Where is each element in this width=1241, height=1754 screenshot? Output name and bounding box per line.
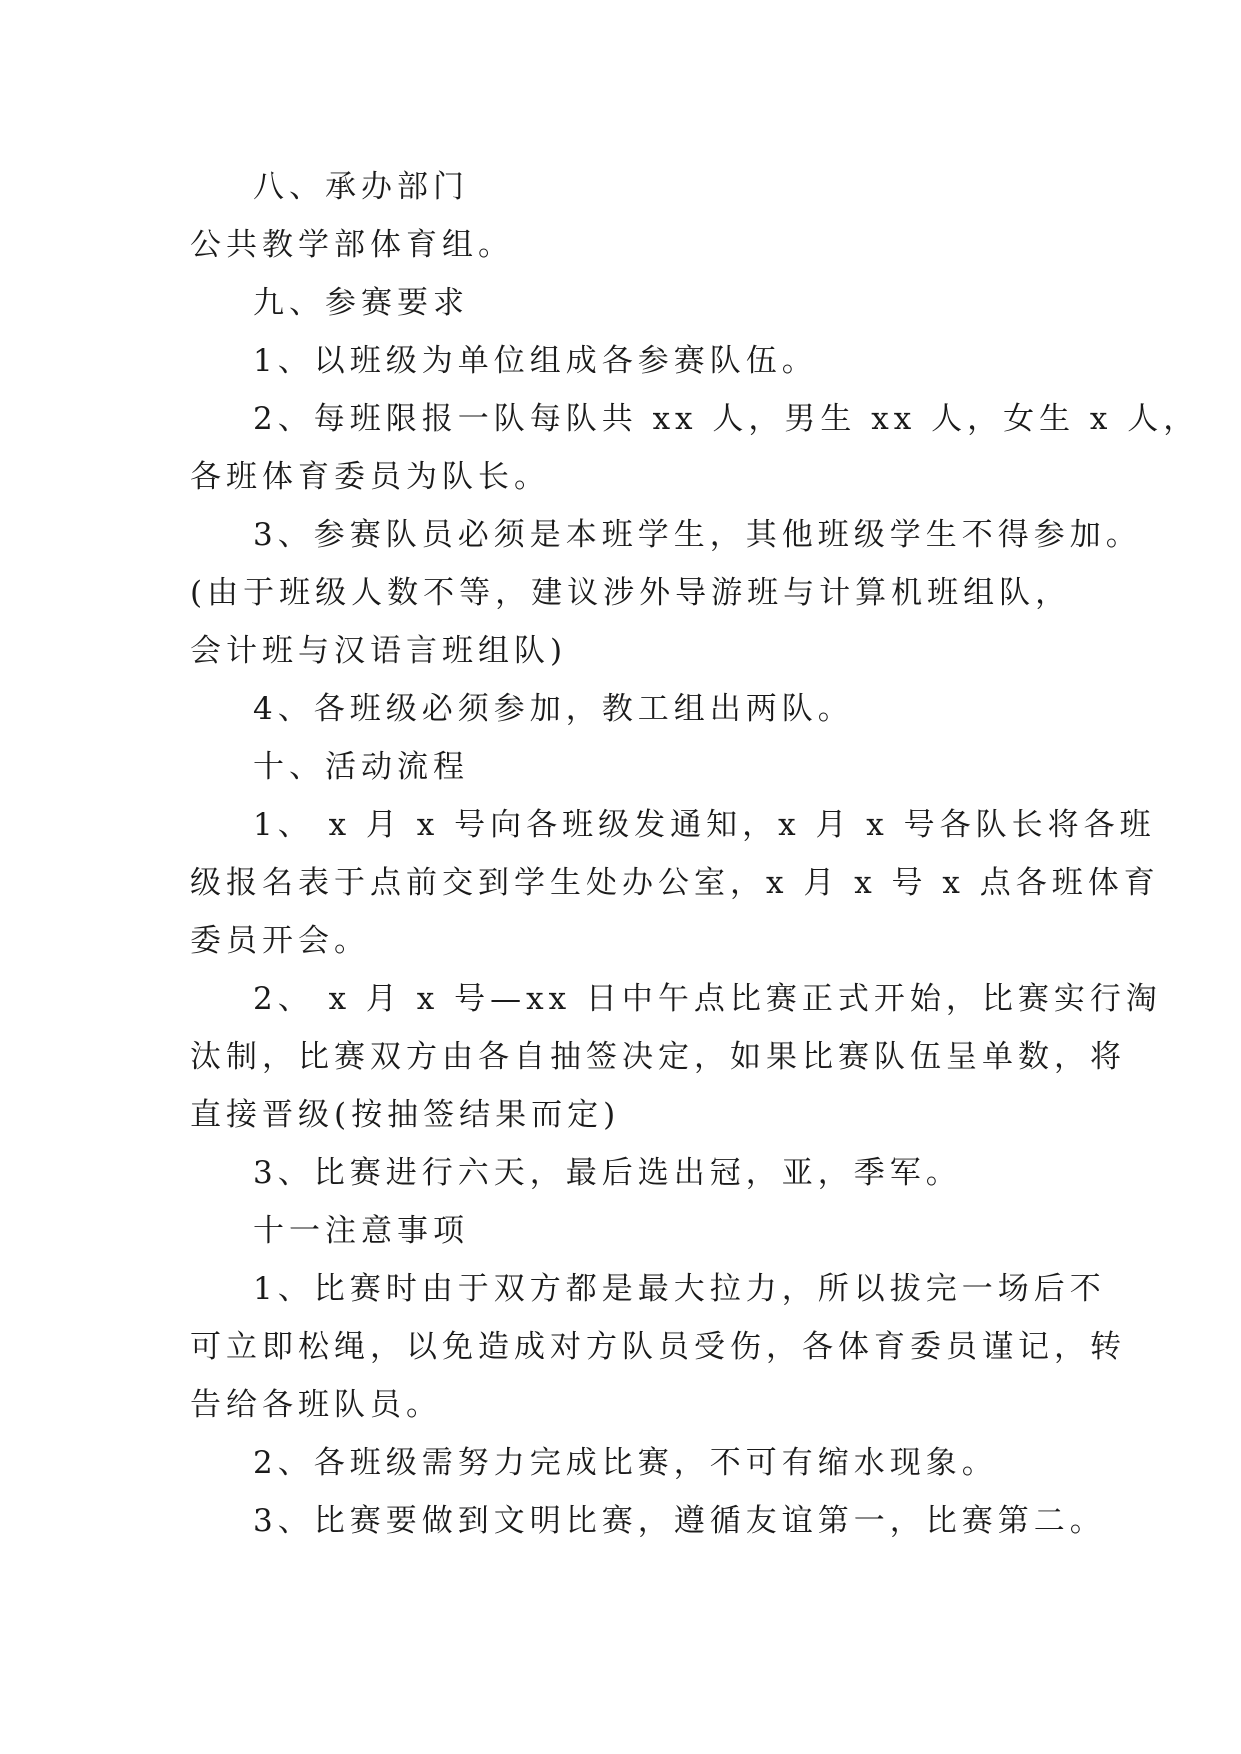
paragraph-line: 直接晋级(按抽签结果而定) — [190, 1097, 621, 1133]
section-heading: 十、活动流程 — [253, 749, 469, 785]
paragraph-line: 1、以班级为单位组成各参赛队伍。 — [253, 343, 818, 379]
paragraph-line: 会计班与汉语言班组队) — [190, 633, 568, 669]
paragraph-line: 4、各班级必须参加，教工组出两队。 — [253, 691, 854, 727]
paragraph-line: 可立即松绳，以免造成对方队员受伤，各体育委员谨记，转 — [190, 1329, 1126, 1365]
paragraph-line: 3、参赛队员必须是本班学生，其他班级学生不得参加。 — [253, 517, 1142, 553]
paragraph-line: 委员开会。 — [190, 923, 370, 959]
paragraph-line: 汰制，比赛双方由各自抽签决定，如果比赛队伍呈单数，将 — [190, 1039, 1126, 1075]
paragraph-line: 公共教学部体育组。 — [190, 227, 514, 263]
paragraph-line: 3、比赛要做到文明比赛，遵循友谊第一，比赛第二。 — [253, 1503, 1106, 1539]
paragraph-line: 2、每班限报一队每队共 xx 人，男生 xx 人，女生 x 人， — [253, 401, 1200, 437]
paragraph-line: 1、 x 月 x 号向各班级发通知，x 月 x 号各队长将各班 — [253, 807, 1156, 843]
paragraph-line: 2、各班级需努力完成比赛，不可有缩水现象。 — [253, 1445, 998, 1481]
section-heading: 八、承办部门 — [253, 169, 469, 205]
paragraph-line: 各班体育委员为队长。 — [190, 459, 550, 495]
paragraph-line: 2、 x 月 x 号—xx 日中午点比赛正式开始，比赛实行淘 — [253, 981, 1162, 1017]
document-body — [190, 158, 1200, 1550]
section-heading: 十一注意事项 — [253, 1213, 469, 1249]
paragraph-line: 级报名表于点前交到学生处办公室，x 月 x 号 x 点各班体育 — [190, 865, 1160, 901]
paragraph-line: (由于班级人数不等，建议涉外导游班与计算机班组队， — [190, 575, 1072, 611]
paragraph-line: 告给各班队员。 — [190, 1387, 442, 1423]
paragraph-line: 1、比赛时由于双方都是最大拉力，所以拔完一场后不 — [253, 1271, 1106, 1307]
section-heading: 九、参赛要求 — [253, 285, 469, 321]
paragraph-line: 3、比赛进行六天，最后选出冠，亚，季军。 — [253, 1155, 962, 1191]
